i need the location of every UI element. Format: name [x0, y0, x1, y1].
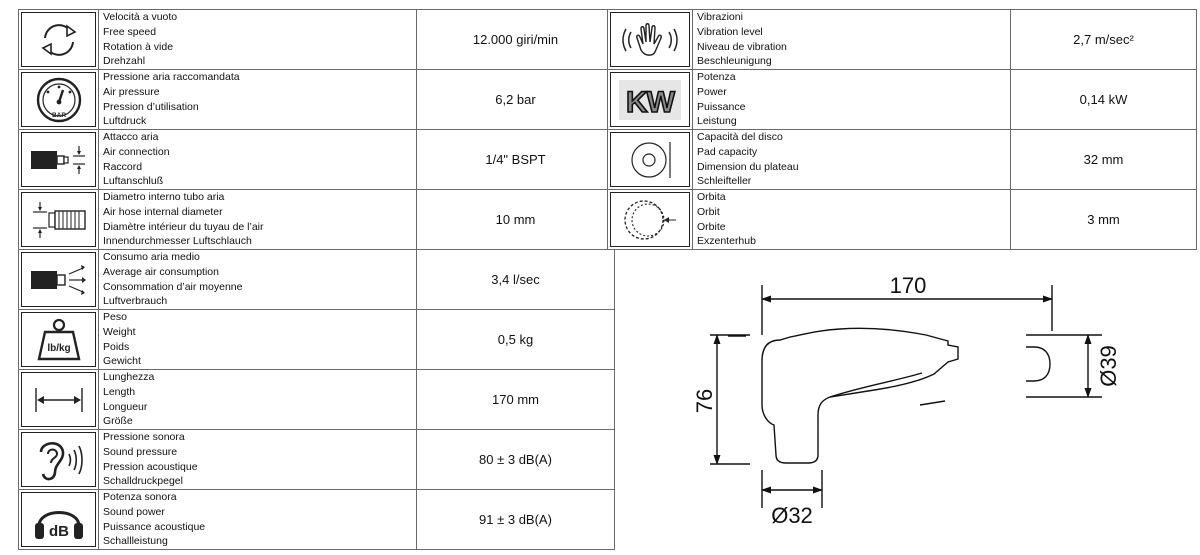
svg-text:lb/kg: lb/kg — [46, 342, 71, 354]
spec-labels — [99, 430, 417, 490]
left-row — [19, 190, 615, 250]
pad-disc-icon — [610, 132, 690, 187]
spec-labels — [693, 130, 1011, 190]
spec-label: Rotation à vide — [103, 40, 174, 53]
right-row — [608, 130, 1197, 190]
right-row — [608, 190, 1197, 250]
left-row — [19, 70, 615, 130]
spec-label: Orbite — [697, 220, 726, 233]
spec-label: Lunghezza — [103, 371, 155, 384]
spec-label: Niveau de vibration — [697, 40, 787, 53]
spec-label: Pressione sonora — [103, 431, 185, 444]
spec-label: Schleifteller — [697, 175, 752, 188]
pad-diameter-label: Ø32 — [771, 503, 813, 528]
spec-label: Poids — [103, 340, 130, 353]
spec-label: Puissance acoustique — [103, 520, 206, 533]
spec-label: Consommation d’air moyenne — [103, 280, 243, 293]
weight-icon — [21, 312, 96, 367]
spec-label: Air hose internal diameter — [103, 205, 223, 218]
spec-label: Exzenterhub — [697, 235, 756, 248]
spec-value: 0,14 kW — [1011, 70, 1197, 130]
spec-label: Innendurchmesser Luftschlauch — [103, 235, 252, 248]
spec-label: Größe — [103, 415, 133, 428]
length-arrow-icon — [21, 372, 96, 427]
left-row — [19, 310, 615, 370]
height-label: 76 — [692, 388, 717, 414]
spec-label: Diamètre intérieur du tuyau de l’air — [103, 220, 264, 233]
spec-label: Peso — [103, 311, 127, 324]
right-row — [608, 70, 1197, 130]
vibration-hand-icon — [610, 12, 690, 67]
spec-labels — [99, 70, 417, 130]
svg-text:KW: KW — [626, 85, 674, 119]
spec-label: Pressione aria raccomandata — [103, 71, 240, 84]
spec-label: Gewicht — [103, 355, 141, 368]
spec-value: 6,2 bar — [417, 70, 615, 130]
spec-label: Pression acoustique — [103, 460, 198, 473]
spec-value: 0,5 kg — [417, 310, 615, 370]
spec-label: Capacità del disco — [697, 131, 783, 144]
spec-label: Pression d’utilisation — [103, 100, 199, 113]
pressure-gauge-icon — [21, 72, 96, 127]
kw-icon — [610, 72, 690, 127]
spec-label: Free speed — [103, 25, 157, 38]
spec-label: Orbit — [697, 205, 720, 218]
left-row — [19, 430, 615, 490]
spec-label: Schalldruckpegel — [103, 475, 183, 488]
spec-value: 91 ± 3 dB(A) — [417, 490, 615, 550]
spec-label: Attacco aria — [103, 131, 159, 144]
spec-value: 12.000 giri/min — [417, 10, 615, 70]
spec-label: Air connection — [103, 145, 170, 158]
tool-dimension-drawing — [690, 265, 1190, 540]
tool-lever — [920, 401, 945, 405]
spec-labels — [99, 130, 417, 190]
spec-label: Consumo aria medio — [103, 251, 200, 264]
spec-label: Pad capacity — [697, 145, 758, 158]
length-label: 170 — [889, 273, 927, 298]
rotation-arrows-icon — [21, 12, 96, 67]
right-row — [608, 10, 1197, 70]
air-connection-icon — [21, 132, 96, 187]
spec-label: Leistung — [697, 115, 737, 128]
spec-label: Luftverbrauch — [103, 295, 168, 308]
spec-labels — [99, 490, 417, 550]
spec-value: 170 mm — [417, 370, 615, 430]
left-row — [19, 10, 615, 70]
spec-label: Luftanschluß — [103, 175, 164, 188]
spec-label: Potenza sonora — [103, 491, 177, 504]
spec-value: 1/4" BSPT — [417, 130, 615, 190]
headphones-db-icon — [21, 492, 96, 547]
left-row — [19, 130, 615, 190]
spec-table-right — [607, 9, 1197, 250]
spec-labels — [693, 10, 1011, 70]
spec-value: 10 mm — [417, 190, 615, 250]
spec-labels — [99, 190, 417, 250]
spec-label: Beschleunigung — [697, 55, 772, 68]
left-row — [19, 490, 615, 550]
spec-labels — [99, 10, 417, 70]
spec-label: Potenza — [697, 71, 736, 84]
spec-label: Longueur — [103, 400, 148, 413]
spec-value: 2,7 m/sec² — [1011, 10, 1197, 70]
left-row — [19, 370, 615, 430]
spec-label: Drehzahl — [103, 55, 146, 68]
svg-text:BAR: BAR — [51, 111, 66, 119]
spec-label: Raccord — [103, 160, 143, 173]
orbit-icon — [610, 192, 690, 247]
hose-diameter-icon — [21, 192, 96, 247]
spec-value: 32 mm — [1011, 130, 1197, 190]
left-row — [19, 250, 615, 310]
spec-table-left — [18, 9, 615, 550]
spec-value: 3,4 l/sec — [417, 250, 615, 310]
spec-label: Power — [697, 85, 727, 98]
spec-label: Average air consumption — [103, 265, 219, 278]
svg-text:dB: dB — [48, 522, 69, 540]
spec-labels — [99, 370, 417, 430]
spec-label: Vibrazioni — [697, 11, 743, 24]
spec-label: Weight — [103, 325, 136, 338]
spec-label: Orbita — [697, 191, 726, 204]
tool-outline — [762, 328, 958, 463]
spec-label: Diametro interno tubo aria — [103, 191, 225, 204]
tool-handle-detail — [830, 373, 922, 397]
spec-label: Schallleistung — [103, 535, 168, 548]
spec-label: Sound pressure — [103, 445, 178, 458]
spec-label: Luftdruck — [103, 115, 147, 128]
spec-value: 3 mm — [1011, 190, 1197, 250]
spec-label: Velocità a vuoto — [103, 11, 178, 24]
spec-label: Length — [103, 385, 136, 398]
spec-label: Sound power — [103, 505, 165, 518]
spec-value: 80 ± 3 dB(A) — [417, 430, 615, 490]
spec-label: Puissance — [697, 100, 746, 113]
spec-labels — [693, 70, 1011, 130]
air-consumption-icon — [21, 252, 96, 307]
ear-sound-icon — [21, 432, 96, 487]
spec-labels — [99, 250, 417, 310]
outlet-diameter-label: Ø39 — [1096, 345, 1121, 387]
spec-label: Air pressure — [103, 85, 160, 98]
spec-labels — [99, 310, 417, 370]
spec-label: Vibration level — [697, 25, 763, 38]
spec-label: Dimension du plateau — [697, 160, 799, 173]
spec-labels — [693, 190, 1011, 250]
